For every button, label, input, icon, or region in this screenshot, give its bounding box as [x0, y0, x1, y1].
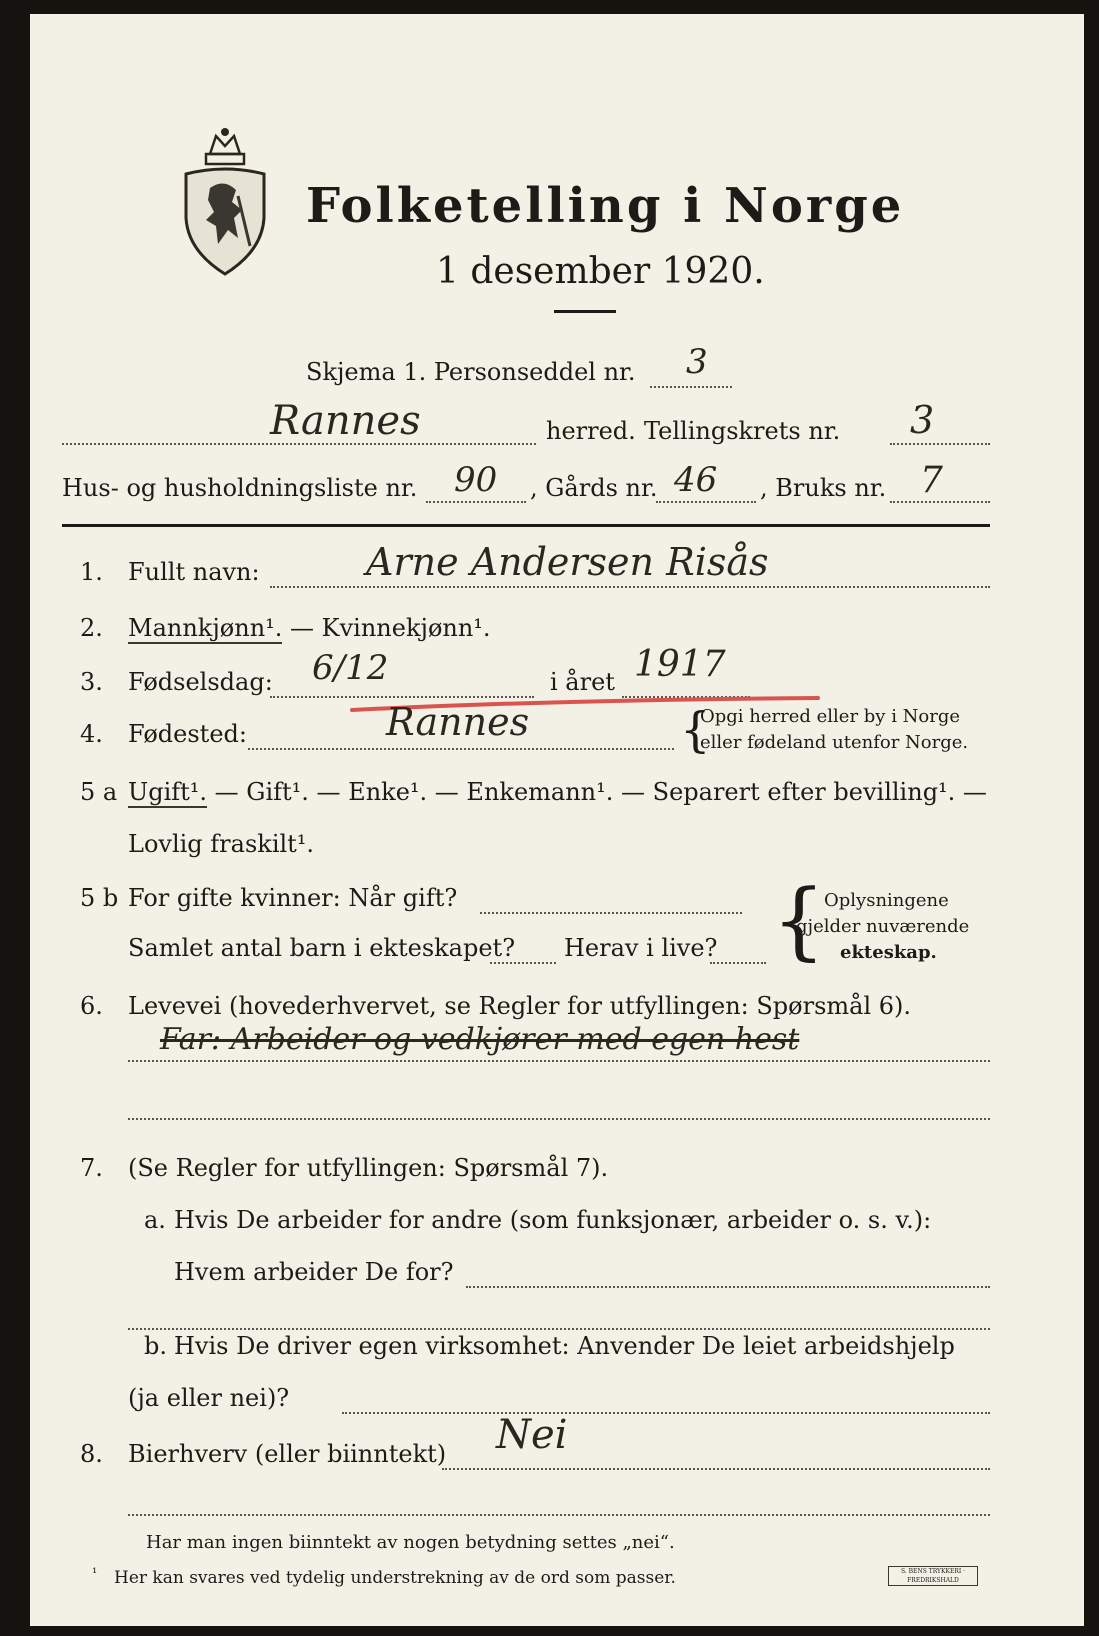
q5b-children-label: Samlet antal barn i ekteskapet?	[128, 934, 516, 962]
q2-number: 2.	[80, 614, 103, 642]
skjema-label: Skjema 1. Personseddel nr.	[306, 358, 636, 386]
q7b-line-1: Hvis De driver egen virksomhet: Anvender De leiet arbeidshjelp	[174, 1332, 955, 1360]
q5b-line-1: For gifte kvinner: Når gift?	[128, 884, 458, 912]
q3-year-label: i året	[550, 668, 615, 696]
birth-day-value: 6/12	[312, 648, 389, 688]
hus-line	[426, 501, 526, 503]
q3-label: Fødselsdag:	[128, 668, 273, 696]
q6-number: 6.	[80, 992, 103, 1020]
q7a-answer-line	[466, 1286, 990, 1288]
q5b-alive-line	[710, 962, 766, 964]
q7-label: (Se Regler for utfyllingen: Spørsmål 7).	[128, 1154, 609, 1182]
birthplace-value: Rannes	[386, 700, 530, 744]
q4-number: 4.	[80, 720, 103, 748]
q7a-letter: a.	[144, 1206, 166, 1234]
q7b-answer-line	[342, 1412, 990, 1414]
gards-label: , Gårds nr.	[530, 474, 658, 502]
coat-of-arms-icon	[180, 126, 270, 276]
birth-year-value: 1917	[634, 644, 726, 685]
hus-label: Hus- og husholdningsliste nr.	[62, 474, 418, 502]
q1-number: 1.	[80, 558, 103, 586]
q4-brace: {	[680, 702, 711, 758]
q5b-note-3: ekteskap.	[840, 942, 937, 963]
q5b-note-2: gjelder nuværende	[796, 916, 970, 937]
option-lovlig-fraskilt: Lovlig fraskilt¹.	[128, 830, 315, 858]
hus-value: 90	[454, 460, 498, 500]
tellingskrets-line	[890, 443, 990, 445]
gards-value: 46	[674, 460, 718, 500]
occupation-value-struck: Far: Arbeider og vedkjører med egen hest	[160, 1022, 800, 1057]
bruks-label: , Bruks nr.	[760, 474, 887, 502]
option-mannkjonn: Mannkjønn¹.	[128, 614, 283, 642]
option-ugift: Ugift¹.	[128, 778, 208, 806]
q1-label: Fullt navn:	[128, 558, 260, 586]
q4-note-2: eller fødeland utenfor Norge.	[700, 732, 969, 753]
q8-number: 8.	[80, 1440, 103, 1468]
q6-label: Levevei (hovederhvervet, se Regler for utfyllingen: Spørsmål 6).	[128, 992, 912, 1020]
q1-line	[270, 586, 990, 588]
footnote-text: Her kan svares ved tydelig understrekning av de ord som passer.	[114, 1568, 676, 1588]
herred-label: herred.	[546, 417, 636, 445]
option-kvinnekjonn: Kvinnekjønn¹.	[321, 614, 491, 642]
q5b-note-1: Oplysningene	[824, 890, 949, 911]
bruks-line	[890, 501, 990, 503]
q7-number: 7.	[80, 1154, 103, 1182]
q7a-line-2: Hvem arbeider De for?	[174, 1258, 454, 1286]
tellingskrets-label: Tellingskrets nr.	[644, 417, 841, 445]
q5b-brace: {	[772, 871, 826, 969]
q7a-line-1: Hvis De arbeider for andre (som funksjonær, arbeider o. s. v.):	[174, 1206, 932, 1234]
q5b-number: 5 b	[80, 884, 119, 912]
q7a-answer-line-2	[128, 1328, 990, 1330]
q2-gender-options	[128, 614, 491, 642]
q5b-alive-label: Herav i live?	[564, 934, 718, 962]
q6-line-1	[128, 1060, 990, 1062]
gender-separator: —	[282, 614, 322, 642]
side-income-value: Nei	[496, 1412, 568, 1458]
q8-answer-line	[442, 1468, 990, 1470]
q6-line-2	[128, 1118, 990, 1120]
gards-line	[656, 501, 756, 503]
form-title: Folketelling i Norge	[306, 178, 905, 234]
q5b-married-line	[480, 912, 742, 914]
q7b-line-2: (ja eller nei)?	[128, 1384, 290, 1412]
q7b-letter: b.	[144, 1332, 167, 1360]
q4-note-1: Opgi herred eller by i Norge	[700, 706, 961, 727]
footnote-mark: ¹	[92, 1566, 98, 1581]
q5a-number: 5 a	[80, 778, 118, 806]
title-divider	[554, 310, 616, 313]
printer-stamp: S. BENS TRYKKERI · FREDRIKSHALD	[888, 1566, 978, 1586]
section-divider	[62, 524, 990, 527]
q5a-status-options	[128, 778, 987, 806]
q4-line	[248, 748, 674, 750]
census-form	[30, 14, 1084, 1626]
q5b-children-line	[490, 962, 556, 964]
q4-label: Fødested:	[128, 720, 247, 748]
herred-value: Rannes	[270, 398, 421, 444]
q8-answer-line-2	[128, 1514, 990, 1516]
bruks-value: 7	[920, 460, 943, 501]
census-date: 1 desember 1920.	[436, 251, 765, 292]
personseddel-line	[650, 386, 732, 388]
q3-number: 3.	[80, 668, 103, 696]
tellingskrets-value: 3	[910, 398, 935, 442]
full-name-value: Arne Andersen Risås	[366, 540, 769, 584]
q8-label: Bierhverv (eller biinntekt)	[128, 1440, 447, 1468]
option-other-statuses: — Gift¹. — Enke¹. — Enkemann¹. — Separert efter bevilling¹. —	[207, 778, 987, 806]
personseddel-value: 3	[686, 342, 708, 382]
q8-note: Har man ingen biinntekt av nogen betydning settes „nei“.	[146, 1532, 675, 1553]
